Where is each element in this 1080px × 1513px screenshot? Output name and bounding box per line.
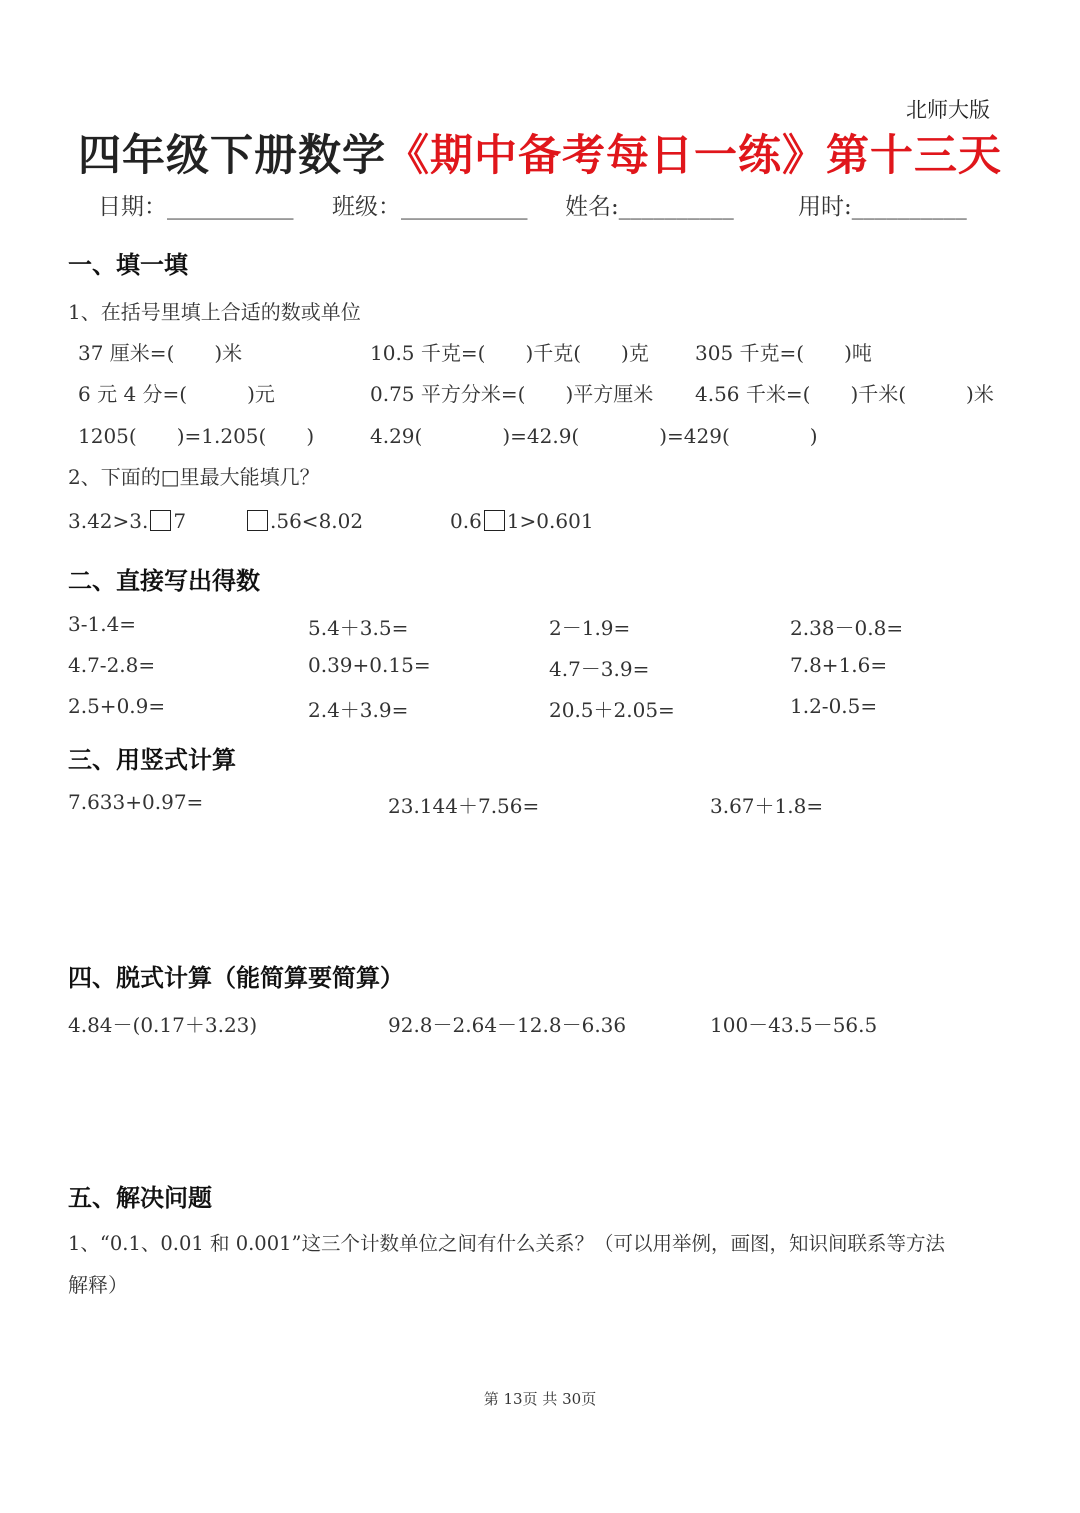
fill-item: 0.75 平方分米=( )平方厘米 (370, 382, 654, 406)
vertical-item: 3.67＋1.8= (710, 794, 824, 818)
edition-label: 北师大版 (906, 98, 990, 122)
section-5-heading: 五、解决问题 (68, 1183, 212, 1212)
date-field: 日期：___________ (98, 194, 294, 220)
oral-item: 3-1.4= (68, 612, 137, 636)
vertical-item: 23.144＋7.56= (388, 794, 540, 818)
title-black: 四年级下册数学 (78, 131, 386, 181)
fill-item: 4.56 千米=( )千米( )米 (695, 382, 994, 406)
digit-box-item (245, 509, 363, 533)
fill-question-1: 1、在括号里填上合适的数或单位 (68, 300, 361, 324)
oral-item: 4.7-2.8= (68, 653, 156, 677)
oral-item: 5.4＋3.5= (308, 616, 409, 640)
oral-item: 4.7－3.9= (549, 657, 650, 681)
digit-box-text: .56<8.02 (270, 509, 364, 533)
stepwise-item: 100－43.5－56.5 (710, 1013, 878, 1037)
section-4-heading: 四、脱式计算（能简算要简算） (68, 963, 404, 992)
fill-item: 37 厘米=( )米 (78, 341, 243, 365)
vertical-item: 7.633+0.97= (68, 790, 204, 814)
fill-item: 305 千克=( )吨 (695, 341, 872, 365)
section-3-heading: 三、用竖式计算 (68, 745, 236, 774)
oral-item: 2.38－0.8= (790, 616, 904, 640)
stepwise-item: 92.8－2.64－12.8－6.36 (388, 1013, 627, 1037)
oral-item: 2－1.9= (549, 616, 631, 640)
time-field: 用时:__________ (798, 194, 967, 220)
answer-box[interactable] (150, 510, 171, 531)
page-title (0, 122, 1080, 183)
problem-text-line-1: 1、“0.1、0.01 和 0.001”这三个计数单位之间有什么关系？（可以用举例，画图，知识间联系等方法 (68, 1232, 945, 1255)
oral-item: 2.5+0.9= (68, 694, 166, 718)
section-2-heading: 二、直接写出得数 (68, 566, 260, 595)
name-field: 姓名:__________ (565, 194, 734, 220)
digit-box-item (68, 509, 186, 533)
page-footer: 第 13页 共 30页 (483, 1390, 597, 1408)
fill-item: 4.29( )=42.9( )=429( ) (370, 424, 818, 448)
class-field: 班级：___________ (332, 194, 528, 220)
stepwise-item: 4.84－(0.17＋3.23) (68, 1013, 258, 1037)
fill-item: 6 元 4 分=( )元 (78, 382, 275, 406)
oral-item: 2.4＋3.9= (308, 698, 409, 722)
section-1-heading: 一、填一填 (68, 250, 188, 279)
digit-box-text: 7 (173, 509, 187, 533)
digit-box-text: 1>0.601 (506, 509, 594, 533)
fill-item: 10.5 千克=( )千克( )克 (370, 341, 649, 365)
digit-box-text: 0.6 (450, 509, 482, 533)
oral-item: 0.39+0.15= (308, 653, 431, 677)
digit-box-item (450, 509, 594, 533)
fill-question-2: 2、下面的□里最大能填几？ (68, 465, 320, 489)
title-red: 《期中备考每日一练》第十三天 (386, 131, 1002, 181)
digit-box-text: 3.42>3. (68, 509, 149, 533)
oral-item: 1.2-0.5= (790, 694, 878, 718)
oral-item: 7.8+1.6= (790, 653, 888, 677)
problem-text-line-2: 解释） (68, 1273, 128, 1297)
fill-item: 1205( )=1.205( ) (78, 424, 315, 448)
answer-box[interactable] (484, 510, 505, 531)
oral-item: 20.5＋2.05= (549, 698, 675, 722)
answer-box[interactable] (247, 510, 268, 531)
